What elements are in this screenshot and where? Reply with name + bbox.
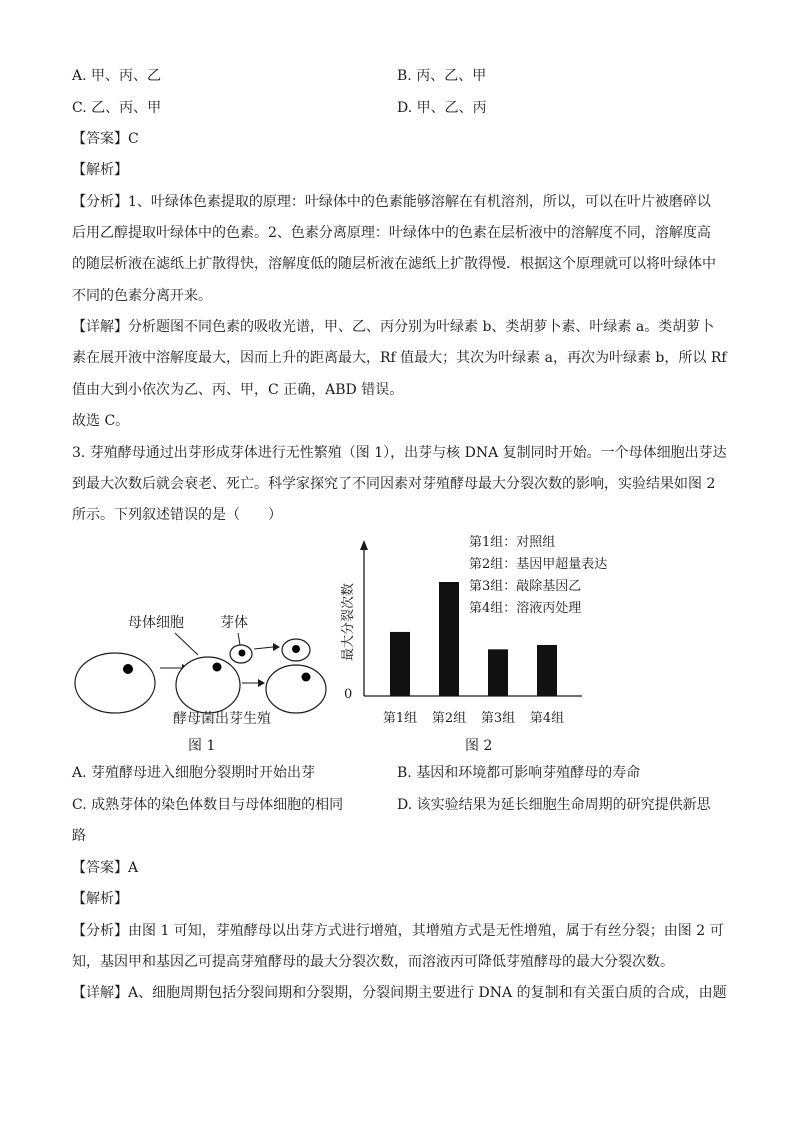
q2-answer-line bbox=[72, 129, 139, 149]
q2-fenxi-line: 不同的色素分离开来。 bbox=[72, 288, 212, 304]
q3-stem-line: 所示。下列叙述错误的是（ ） bbox=[72, 507, 282, 523]
q2-answer-value: C bbox=[128, 131, 139, 147]
q2-answer-tag: 【答案】 bbox=[72, 131, 128, 147]
bar-2 bbox=[439, 582, 459, 696]
bars bbox=[390, 582, 557, 696]
fig1-pointer-bud bbox=[238, 633, 240, 645]
q3-option-a: A. 芽殖酵母进入细胞分裂期时开始出芽 bbox=[72, 765, 316, 781]
fig1-mother-cell-2 bbox=[176, 657, 240, 713]
x-tick-label: 第4组 bbox=[529, 711, 565, 726]
bar-4 bbox=[537, 645, 557, 696]
legend-entry: 第3组：敲除基因乙 bbox=[469, 579, 582, 594]
fig1-arrowhead-2 bbox=[273, 643, 280, 651]
y-axis-label: 最大分裂次数 bbox=[341, 582, 356, 662]
fig1-caption: 图 1 bbox=[188, 738, 216, 754]
x-tick-label: 第1组 bbox=[382, 711, 418, 726]
q3-answer-value: A bbox=[128, 860, 139, 876]
fig1-nucleus-2 bbox=[213, 663, 222, 672]
q2-option-d: D. 甲、乙、丙 bbox=[397, 100, 487, 116]
fig1-label-bud: 芽体 bbox=[220, 615, 248, 631]
x-tick-label: 第3组 bbox=[480, 711, 516, 726]
fig1-nucleus-1 bbox=[123, 664, 133, 674]
fig1-arrow-2 bbox=[254, 647, 273, 649]
y-axis-zero-label: 0 bbox=[344, 687, 353, 702]
fig1-mother-cell-1 bbox=[75, 653, 155, 713]
q3-analysis-tag: 【解析】 bbox=[72, 891, 128, 907]
x-tick-label: 第2组 bbox=[431, 711, 467, 726]
q3-stem-line: 3. 芽殖酵母通过出芽形成芽体进行无性繁殖（图 1），出芽与核 DNA 复制同时开始。一个母体细胞出芽达 bbox=[72, 445, 727, 461]
y-axis-arrowhead bbox=[360, 540, 368, 550]
q2-fenxi-line: 【分析】1、叶绿体色素提取的原理：叶绿体中的色素能够溶解在有机溶剂，所以，可以在叶片被磨碎以 bbox=[72, 194, 711, 210]
fig2-caption: 图 2 bbox=[465, 738, 493, 754]
legend-entry: 第4组：溶液丙处理 bbox=[469, 601, 582, 616]
fig1-label-mother: 母体细胞 bbox=[128, 615, 184, 631]
q3-fenxi-line: 知，基因甲和基因乙可提高芽殖酵母的最大分裂次数，而溶液丙可降低芽殖酵母的最大分裂次数。 bbox=[72, 954, 674, 970]
q3-fenxi-line: 【分析】由图 1 可知，芽殖酵母以出芽方式进行增殖，其增殖方式是无性增殖，属于有丝分裂；由图 2 可 bbox=[72, 923, 724, 939]
q2-option-a: A. 甲、丙、乙 bbox=[72, 68, 162, 84]
q3-xiangjie-line: 【详解】A、细胞周期包括分裂间期和分裂期，分裂间期主要进行 DNA 的复制和有关蛋白质的合成，由题 bbox=[72, 985, 727, 1001]
q3-option-d: D. 该实验结果为延长细胞生命周期的研究提供新思 bbox=[397, 797, 711, 813]
q2-analysis-tag: 【解析】 bbox=[72, 162, 128, 178]
fig1-caption-inner: 酵母菌出芽生殖 bbox=[173, 711, 271, 727]
fig1-bud-nucleus-1 bbox=[239, 650, 246, 657]
legend-entry: 第2组：基因甲超量表达 bbox=[469, 557, 608, 572]
fig1-mother-cell-3 bbox=[266, 665, 326, 713]
q3-stem-line: 到最大次数后就会衰老、死亡。科学家探究了不同因素对芽殖酵母最大分裂次数的影响，实验结果如图 2 bbox=[72, 476, 716, 492]
q3-answer-tag: 【答案】 bbox=[72, 860, 128, 876]
q2-conclusion: 故选 C。 bbox=[72, 413, 130, 429]
fig1-nucleus-3 bbox=[302, 673, 311, 682]
x-tick-labels bbox=[383, 711, 564, 726]
legend-entry: 第1组：对照组 bbox=[469, 535, 556, 550]
q2-xiangjie-line: 值由大到小依次为乙、丙、甲，C 正确，ABD 错误。 bbox=[72, 382, 404, 398]
fig1-released-bud-nucleus bbox=[292, 645, 300, 653]
q3-option-c: C. 成熟芽体的染色体数目与母体细胞的相同 bbox=[72, 797, 344, 813]
q3-answer-line bbox=[72, 858, 138, 878]
q2-option-b: B. 丙、乙、甲 bbox=[397, 68, 487, 84]
q2-xiangjie-line: 素在展开液中溶解度最大，因而上升的距离最大，Rf 值最大；其次为叶绿素 a，再次为叶绿素 b，所以 Rf bbox=[72, 350, 727, 366]
q3-option-d-continued: 路 bbox=[72, 828, 86, 844]
q2-xiangjie-line: 【详解】分析题图不同色素的吸收光谱，甲、乙、丙分别为叶绿素 b、类胡萝卜素、叶绿素 a。类胡萝卜 bbox=[72, 319, 715, 335]
fig1-pointer-mother bbox=[175, 633, 198, 655]
bar-3 bbox=[488, 649, 508, 696]
figure-1 bbox=[70, 605, 340, 765]
q2-fenxi-line: 的随层析液在滤纸上扩散得快，溶解度低的随层析液在滤纸上扩散得慢．根据这个原理就可以将叶绿体中 bbox=[72, 256, 716, 272]
q2-fenxi-line: 后用乙醇提取叶绿体中的色素。2、色素分离原理：叶绿体中的色素在层析液中的溶解度不同，溶解度高 bbox=[72, 225, 711, 241]
q3-option-b: B. 基因和环境都可影响芽殖酵母的寿命 bbox=[397, 765, 641, 781]
q2-option-c: C. 乙、丙、甲 bbox=[72, 100, 162, 116]
figure-2-bar-chart bbox=[330, 530, 640, 760]
bar-1 bbox=[390, 632, 410, 696]
fig1-arrowhead-3 bbox=[258, 679, 265, 687]
legend bbox=[469, 534, 607, 616]
